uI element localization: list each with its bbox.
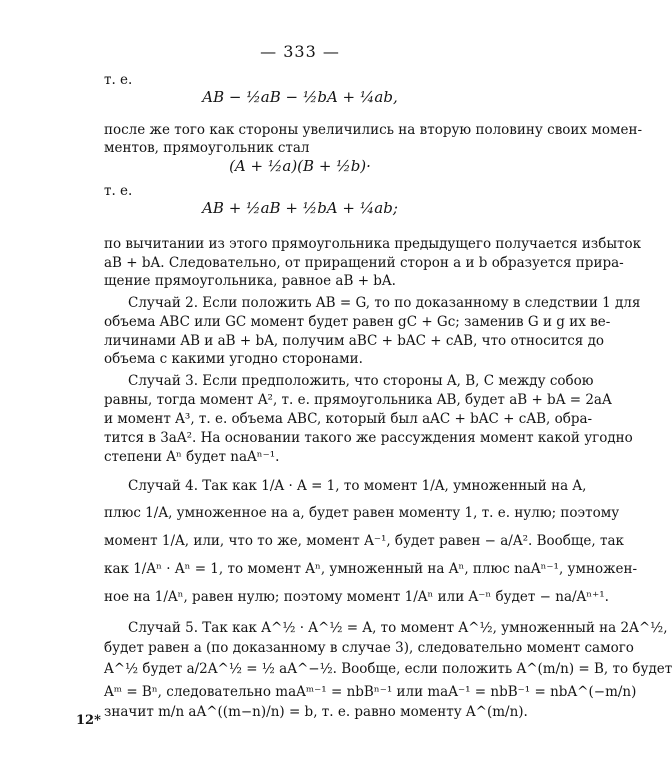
text-line: A^½ будет a/2A^½ = ½ aA^−½. Вообще, если положить A^(m/n) = B, то будет: [104, 661, 672, 677]
text-line: Случай 5. Так как A^½ · A^½ = A, то момент A^½, умноженный на 2A^½,: [128, 620, 668, 636]
text-line: Случай 3. Если предположить, что стороны A, B, C между собою: [128, 373, 594, 389]
equation: AB + ½aB + ½bA + ¼ab;: [202, 199, 398, 217]
text-line: ментов, прямоугольник стал: [104, 140, 310, 156]
text-line: Случай 2. Если положить AB = G, то по доказанному в следствии 1 для: [128, 295, 641, 311]
text-line: Aᵐ = Bⁿ, следовательно maAᵐ⁻¹ = nbBⁿ⁻¹ или maA⁻¹ = nbB⁻¹ = nbA^(−m/n): [104, 684, 637, 700]
text-line: после же того как стороны увеличились на вторую половину своих момен-: [104, 122, 643, 138]
text-line: щение прямоугольника, равное aB + bA.: [104, 273, 396, 289]
text-line: Случай 4. Так как 1/A · A = 1, то момент 1/A, умноженный на A,: [128, 478, 587, 494]
signature-mark: 12*: [76, 713, 101, 728]
text-line: объема с какими угодно сторонами.: [104, 351, 363, 367]
text-line: и момент A³, т. е. объема ABC, который был aAC + bAC + cAB, обра-: [104, 411, 593, 427]
equation: AB − ½aB − ½bA + ¼ab,: [202, 88, 398, 106]
text-line: aB + bA. Следовательно, от приращений сторон a и b образуется прира-: [104, 255, 624, 271]
text-line: тится в 3aA². На основании такого же рассуждения момент какой угодно: [104, 430, 633, 446]
text-line: т. е.: [104, 72, 133, 88]
text-line: значит m/n aA^((m−n)/n) = b, т. е. равно моменту A^(m/n).: [104, 704, 528, 720]
text-line: плюс 1/A, умноженное на a, будет равен моменту 1, т. е. нулю; поэтому: [104, 505, 620, 521]
text-line: момент 1/A, или, что то же, момент A⁻¹, будет равен − a/A². Вообще, так: [104, 533, 624, 549]
text-line: личинами AB и aB + bA, получим aBC + bAC + cAB, что относится до: [104, 333, 605, 349]
text-line: равны, тогда момент A², т. е. прямоугольника AB, будет aB + bA = 2aA: [104, 392, 612, 408]
text-line: как 1/Aⁿ · Aⁿ = 1, то момент Aⁿ, умноженный на Aⁿ, плюс naAⁿ⁻¹, умножен-: [104, 561, 638, 577]
text-line: степени Aⁿ будет naAⁿ⁻¹.: [104, 449, 280, 465]
text-line: т. е.: [104, 183, 133, 199]
text-line: будет равен a (по доказанному в случае 3), следовательно момент самого: [104, 640, 634, 656]
equation: (A + ½a)(B + ½b)·: [229, 157, 371, 175]
text-line: ное на 1/Aⁿ, равен нулю; поэтому момент 1/Aⁿ или A⁻ⁿ будет − na/Aⁿ⁺¹.: [104, 589, 609, 605]
text-line: по вычитании из этого прямоугольника предыдущего получается избыток: [104, 236, 642, 252]
page-number: — 333 —: [260, 42, 340, 61]
text-line: объема ABC или GC момент будет равен gC + Gc; заменив G и g их ве-: [104, 314, 611, 330]
